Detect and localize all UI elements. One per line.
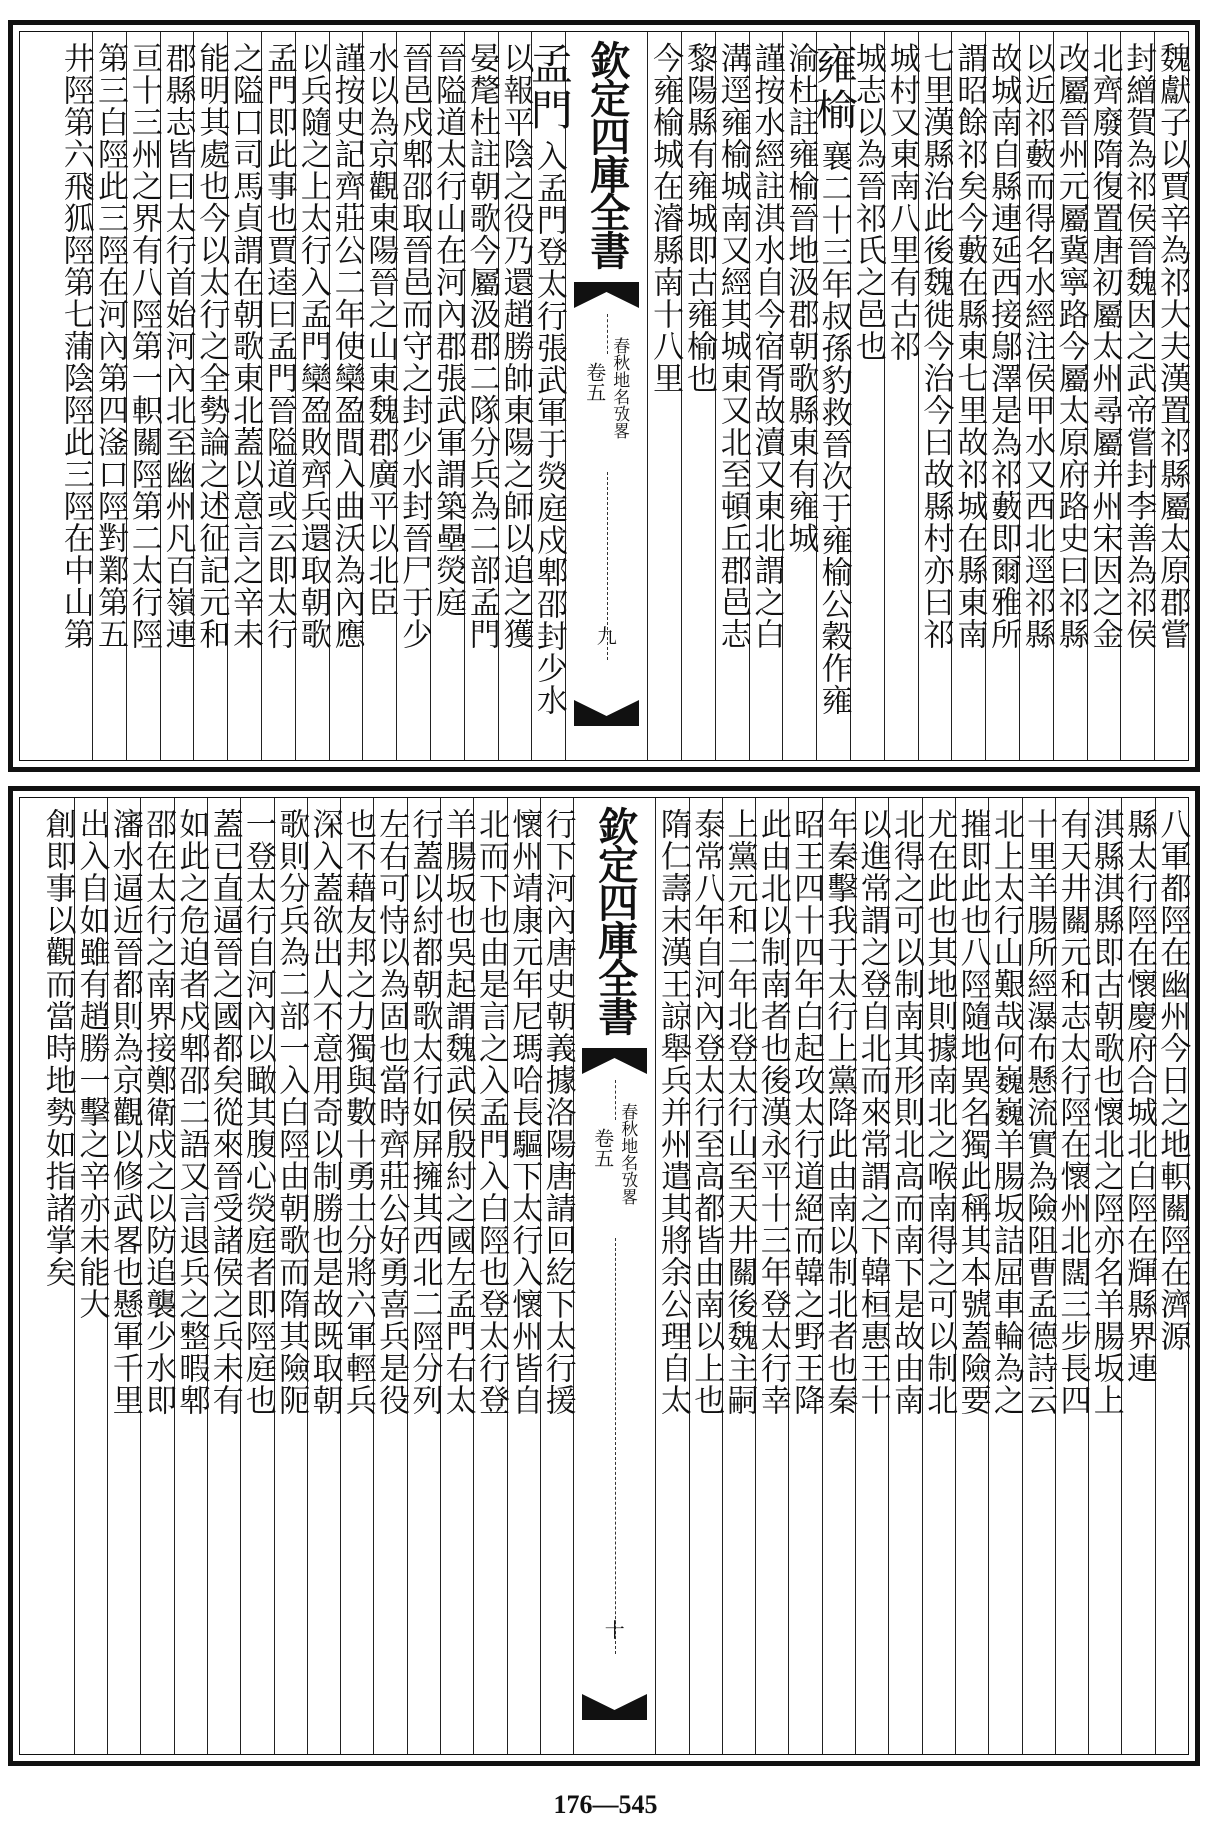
top-text-column bbox=[524, 32, 574, 760]
book-subtitle: 春秋地名攷畧 bbox=[609, 337, 630, 439]
column-text: 故城南自縣連延西接鄔澤是為祁藪即爾雅所 bbox=[985, 42, 1022, 650]
column-text: 縣太行陘在懷慶府合城北白陘在輝縣界連 bbox=[1121, 808, 1158, 1384]
book-subtitle: 春秋地名攷畧 bbox=[617, 1103, 638, 1205]
column-text: 以近祁藪而得名水經注侯甲水又西北逕祁縣 bbox=[1018, 42, 1055, 650]
column-text: 瀋水逼近晉都則為京觀以修武畧也懸軍千里 bbox=[106, 808, 143, 1416]
bottom-text-column bbox=[688, 798, 725, 1754]
bottom-text-column bbox=[654, 798, 691, 1754]
column-text: 懷州靖康元年尼瑪哈長驅下太行入懷州皆自 bbox=[506, 808, 543, 1416]
top-text-column bbox=[261, 32, 295, 760]
column-text: 年秦擊我于太行上黨降此由南以制北者也秦 bbox=[821, 808, 858, 1416]
column-text: 行蓋以紂都朝歌太行如屏擁其西北二陘分列 bbox=[406, 808, 443, 1416]
top-text-column bbox=[498, 32, 532, 760]
bottom-text-column bbox=[106, 798, 143, 1754]
column-text: 晉隘道太行山在河內郡張武軍謂築壘熒庭 bbox=[429, 42, 466, 618]
bottom-text-column bbox=[921, 798, 958, 1754]
column-text: 之隘口司馬貞謂在朝歌東北蓋以意言之辛未 bbox=[227, 42, 264, 650]
column-text bbox=[524, 42, 574, 716]
column-text: 謹按水經註淇水自今宿胥故瀆又東北謂之白 bbox=[748, 42, 785, 650]
top-fishtail-center bbox=[565, 32, 647, 760]
top-text-column bbox=[193, 32, 230, 760]
bottom-text-column bbox=[754, 798, 791, 1754]
column-text: 行下河內唐史朝義據洛陽唐請回紇下太行援 bbox=[539, 808, 576, 1416]
top-text-column bbox=[126, 32, 160, 760]
top-page bbox=[8, 20, 1200, 772]
column-text: 謹按史記齊莊公二年使欒盈間入曲沃為內應 bbox=[328, 42, 365, 650]
bottom-text-column bbox=[273, 798, 310, 1754]
column-text: 七里漢縣治此後魏徙今治今曰故縣村亦曰祁 bbox=[917, 42, 954, 650]
column-text: 隋仁壽末漢王諒舉兵并州遣其將余公理自太 bbox=[654, 808, 691, 1416]
top-text-column bbox=[227, 32, 264, 760]
bottom-text-column bbox=[987, 798, 1024, 1754]
top-text-column bbox=[715, 32, 749, 760]
column-text: 如此之危迫者戍郫邵二語又言退兵之整暇郫 bbox=[173, 808, 210, 1416]
center-rule bbox=[615, 1238, 616, 1654]
page-number: 九 bbox=[596, 624, 617, 648]
top-text-column bbox=[58, 32, 92, 760]
top-text-column bbox=[850, 32, 884, 760]
column-text bbox=[809, 42, 859, 716]
bottom-text-column bbox=[954, 798, 991, 1754]
column-text: 晉邑戍郫邵取晉邑而守之封少水封晉尸于少 bbox=[396, 42, 433, 650]
column-text: 黎陽縣有雍城即古雍榆也 bbox=[680, 42, 717, 394]
top-text-column bbox=[782, 32, 819, 760]
fishtail-mark-bottom bbox=[574, 700, 639, 726]
column-text: 北齊廢隋復置唐初屬太州尋屬并州宋因之金 bbox=[1086, 42, 1123, 650]
column-text: 淇縣淇縣即古朝歌也懷北之陘亦名羊腸坂上 bbox=[1087, 808, 1124, 1416]
bottom-text-column bbox=[1154, 798, 1191, 1754]
column-text: 北上太行山艱哉何巍巍羊腸坂詰屈車輪為之 bbox=[987, 808, 1024, 1416]
column-text: 晏氂杜註朝歌今屬汲郡二隊分兵為二部孟門 bbox=[463, 42, 500, 650]
column-text: 城村又東南八里有古祁 bbox=[883, 42, 920, 362]
bottom-text-column bbox=[1121, 798, 1158, 1754]
top-text-column bbox=[1120, 32, 1157, 760]
column-text: 城志以為晉祁氏之邑也 bbox=[849, 42, 886, 362]
column-text: 泰常八年自河內登太行至高都皆由南以上也 bbox=[688, 808, 725, 1416]
bottom-fishtail-center bbox=[573, 798, 655, 1754]
bottom-text-column bbox=[539, 798, 576, 1754]
top-text-column bbox=[809, 32, 859, 760]
column-text: 此由北以制南者也後漢永平十三年登太行幸 bbox=[754, 808, 791, 1416]
fishtail-mark bbox=[574, 282, 639, 308]
top-page-columns bbox=[19, 31, 1189, 761]
column-text: 以進常謂之登自北而來常謂之下韓桓惠王十 bbox=[854, 808, 891, 1416]
page-footer-number: 176—545 bbox=[553, 1790, 658, 1819]
bottom-text-column bbox=[721, 798, 758, 1754]
book-title: 欽定四庫全書 bbox=[583, 40, 631, 268]
column-text: 羊腸坂也吳起謂魏武侯殷紂之國左孟門右太 bbox=[439, 808, 476, 1416]
column-text: 溝逕雍榆城南又經其城東又北至頓丘郡邑志 bbox=[714, 42, 751, 650]
top-text-column bbox=[884, 32, 918, 760]
page-number: 十 bbox=[604, 1618, 625, 1642]
center-rule bbox=[615, 1080, 616, 1120]
column-text: 昭王四十四年白起攻太行道絕而韓之野王降 bbox=[788, 808, 825, 1416]
column-text: 摧即此也八陘隨地異名獨此稱其本號蓋險要 bbox=[954, 808, 991, 1416]
column-text: 歌則分兵為二部一入白陘由朝歌而隋其險阨 bbox=[273, 808, 310, 1416]
bottom-text-column bbox=[239, 798, 276, 1754]
column-text: 改屬晉州元屬冀寧路今屬太原府路史曰祁縣 bbox=[1052, 42, 1089, 650]
chapter-label: 卷五 bbox=[582, 362, 607, 402]
column-body-text: 入孟門登太行張武軍于熒庭戍郫邵封少水 bbox=[530, 140, 567, 716]
top-text-column bbox=[464, 32, 498, 760]
column-text: 深入蓋欲出人不意用奇以制勝也是故既取朝 bbox=[306, 808, 343, 1416]
column-text: 左右可恃以為固也當時齊莊公好勇喜兵是役 bbox=[373, 808, 410, 1416]
bottom-text-column bbox=[1087, 798, 1124, 1754]
top-text-column bbox=[1019, 32, 1053, 760]
top-text-column bbox=[160, 32, 194, 760]
column-text: 蓋已直逼晉之國都矣從來晉受諸侯之兵未有 bbox=[206, 808, 243, 1416]
column-text: 上黨元和二年北登太行山至天井關後魏主嗣 bbox=[721, 808, 758, 1416]
top-text-column bbox=[985, 32, 1022, 760]
bottom-text-column bbox=[339, 798, 376, 1754]
top-text-column bbox=[647, 32, 684, 760]
bottom-text-column bbox=[439, 798, 476, 1754]
column-text: 尤在此也其地則據南北之喉南得之可以制北 bbox=[921, 808, 958, 1416]
column-text: 封繒賀為祁侯晉魏因之武帝嘗封李善為祁侯 bbox=[1120, 42, 1157, 650]
place-name-heading: 孟門 bbox=[524, 42, 574, 134]
bottom-text-column bbox=[506, 798, 543, 1754]
column-text: 北而下也由是言之入孟門入白陘也登太行登 bbox=[473, 808, 509, 1416]
top-text-column bbox=[92, 32, 126, 760]
bottom-text-column bbox=[41, 798, 74, 1754]
fishtail-mark bbox=[582, 1048, 647, 1074]
column-text: 八軍都陘在幽州今日之地軹關陘在濟源 bbox=[1154, 808, 1191, 1352]
column-text: 有天井關元和志太行陘在懷州北闊三步長四 bbox=[1054, 808, 1091, 1416]
top-text-column bbox=[362, 32, 399, 760]
column-text: 一登太行自河內以瞰其腹心熒庭者即陘庭也 bbox=[239, 808, 276, 1416]
bottom-text-column bbox=[140, 798, 177, 1754]
bottom-text-column bbox=[206, 798, 243, 1754]
column-body-text: 襄二十三年叔孫豹救晉次于雍榆公穀作雍 bbox=[815, 140, 852, 716]
top-text-column bbox=[295, 32, 329, 760]
top-text-column bbox=[329, 32, 363, 760]
column-text: 也不藉友邦之力獨與數十勇士分將六軍輕兵 bbox=[339, 808, 376, 1416]
top-text-column bbox=[430, 32, 464, 760]
column-text: 能明其處也今以太行之全勢論之述征記元和 bbox=[193, 42, 230, 650]
bottom-page bbox=[8, 786, 1200, 1766]
column-text: 北得之可以制南其形則北高而南下是故由南 bbox=[887, 808, 924, 1416]
bottom-text-column bbox=[1021, 798, 1058, 1754]
center-rule bbox=[607, 314, 608, 354]
bottom-page-columns bbox=[19, 797, 1189, 1755]
column-text: 郡縣志皆曰太行首始河內北至幽州凡百嶺連 bbox=[159, 42, 196, 650]
top-text-column bbox=[396, 32, 433, 760]
column-text: 渝杜註雍榆晉地汲郡朝歌縣東有雍城 bbox=[782, 42, 819, 554]
chapter-label: 卷五 bbox=[590, 1128, 615, 1168]
bottom-text-column bbox=[854, 798, 891, 1754]
bottom-text-column bbox=[406, 798, 443, 1754]
bottom-text-column bbox=[173, 798, 210, 1754]
bottom-text-column bbox=[473, 798, 509, 1754]
bottom-text-column bbox=[73, 798, 110, 1754]
top-text-column bbox=[681, 32, 715, 760]
bottom-text-column bbox=[821, 798, 858, 1754]
column-text: 出入自如雖有趙勝一擊之辛亦未能大 bbox=[73, 808, 110, 1320]
column-text: 以報平陰之役乃還趙勝帥東陽之師以追之獲 bbox=[497, 42, 534, 650]
top-text-column bbox=[951, 32, 988, 760]
bottom-text-column bbox=[887, 798, 924, 1754]
column-text: 謂昭餘祁矣今藪在縣東七里故祁城在縣東南 bbox=[951, 42, 988, 650]
bottom-text-column bbox=[306, 798, 343, 1754]
top-text-column bbox=[749, 32, 783, 760]
column-text: 魏獻子以賈辛為祁大夫漢置祁縣屬太原郡嘗 bbox=[1154, 42, 1191, 650]
book-title: 欽定四庫全書 bbox=[591, 806, 639, 1034]
place-name-heading: 雍榆 bbox=[809, 42, 859, 134]
column-text: 水以為京觀東陽晉之山東魏郡廣平以北臣 bbox=[362, 42, 399, 618]
column-text: 第三白陘此三陘在河內第四滏口陘對鄴第五 bbox=[91, 42, 128, 650]
top-text-column bbox=[1154, 32, 1191, 760]
top-text-column bbox=[1053, 32, 1087, 760]
column-text: 井陘第六飛狐陘第七蒲陰陘此三陘在中山第 bbox=[57, 42, 94, 650]
bottom-text-column bbox=[1054, 798, 1091, 1754]
fishtail-mark-bottom bbox=[582, 1694, 647, 1720]
column-text: 孟門即此事也賈逵曰孟門晉隘道或云即太行 bbox=[260, 42, 297, 650]
column-text: 十里羊腸所經瀑布懸流實為險阻曹孟德詩云 bbox=[1021, 808, 1058, 1416]
column-text: 今雍榆城在濬縣南十八里 bbox=[647, 42, 684, 394]
column-text: 創即事以觀而當時地勢如指諸掌矣 bbox=[39, 808, 76, 1288]
top-text-column bbox=[1087, 32, 1121, 760]
column-text: 以兵隨之上太行入孟門欒盈敗齊兵還取朝歌 bbox=[294, 42, 331, 650]
top-text-column bbox=[918, 32, 952, 760]
bottom-text-column bbox=[373, 798, 410, 1754]
bottom-text-column bbox=[788, 798, 825, 1754]
column-text: 亘十三州之界有八陘第一軹關陘第二太行陘 bbox=[125, 42, 162, 650]
column-text: 邵在太行之南界接鄭衛戍之以防追襲少水即 bbox=[140, 808, 177, 1416]
